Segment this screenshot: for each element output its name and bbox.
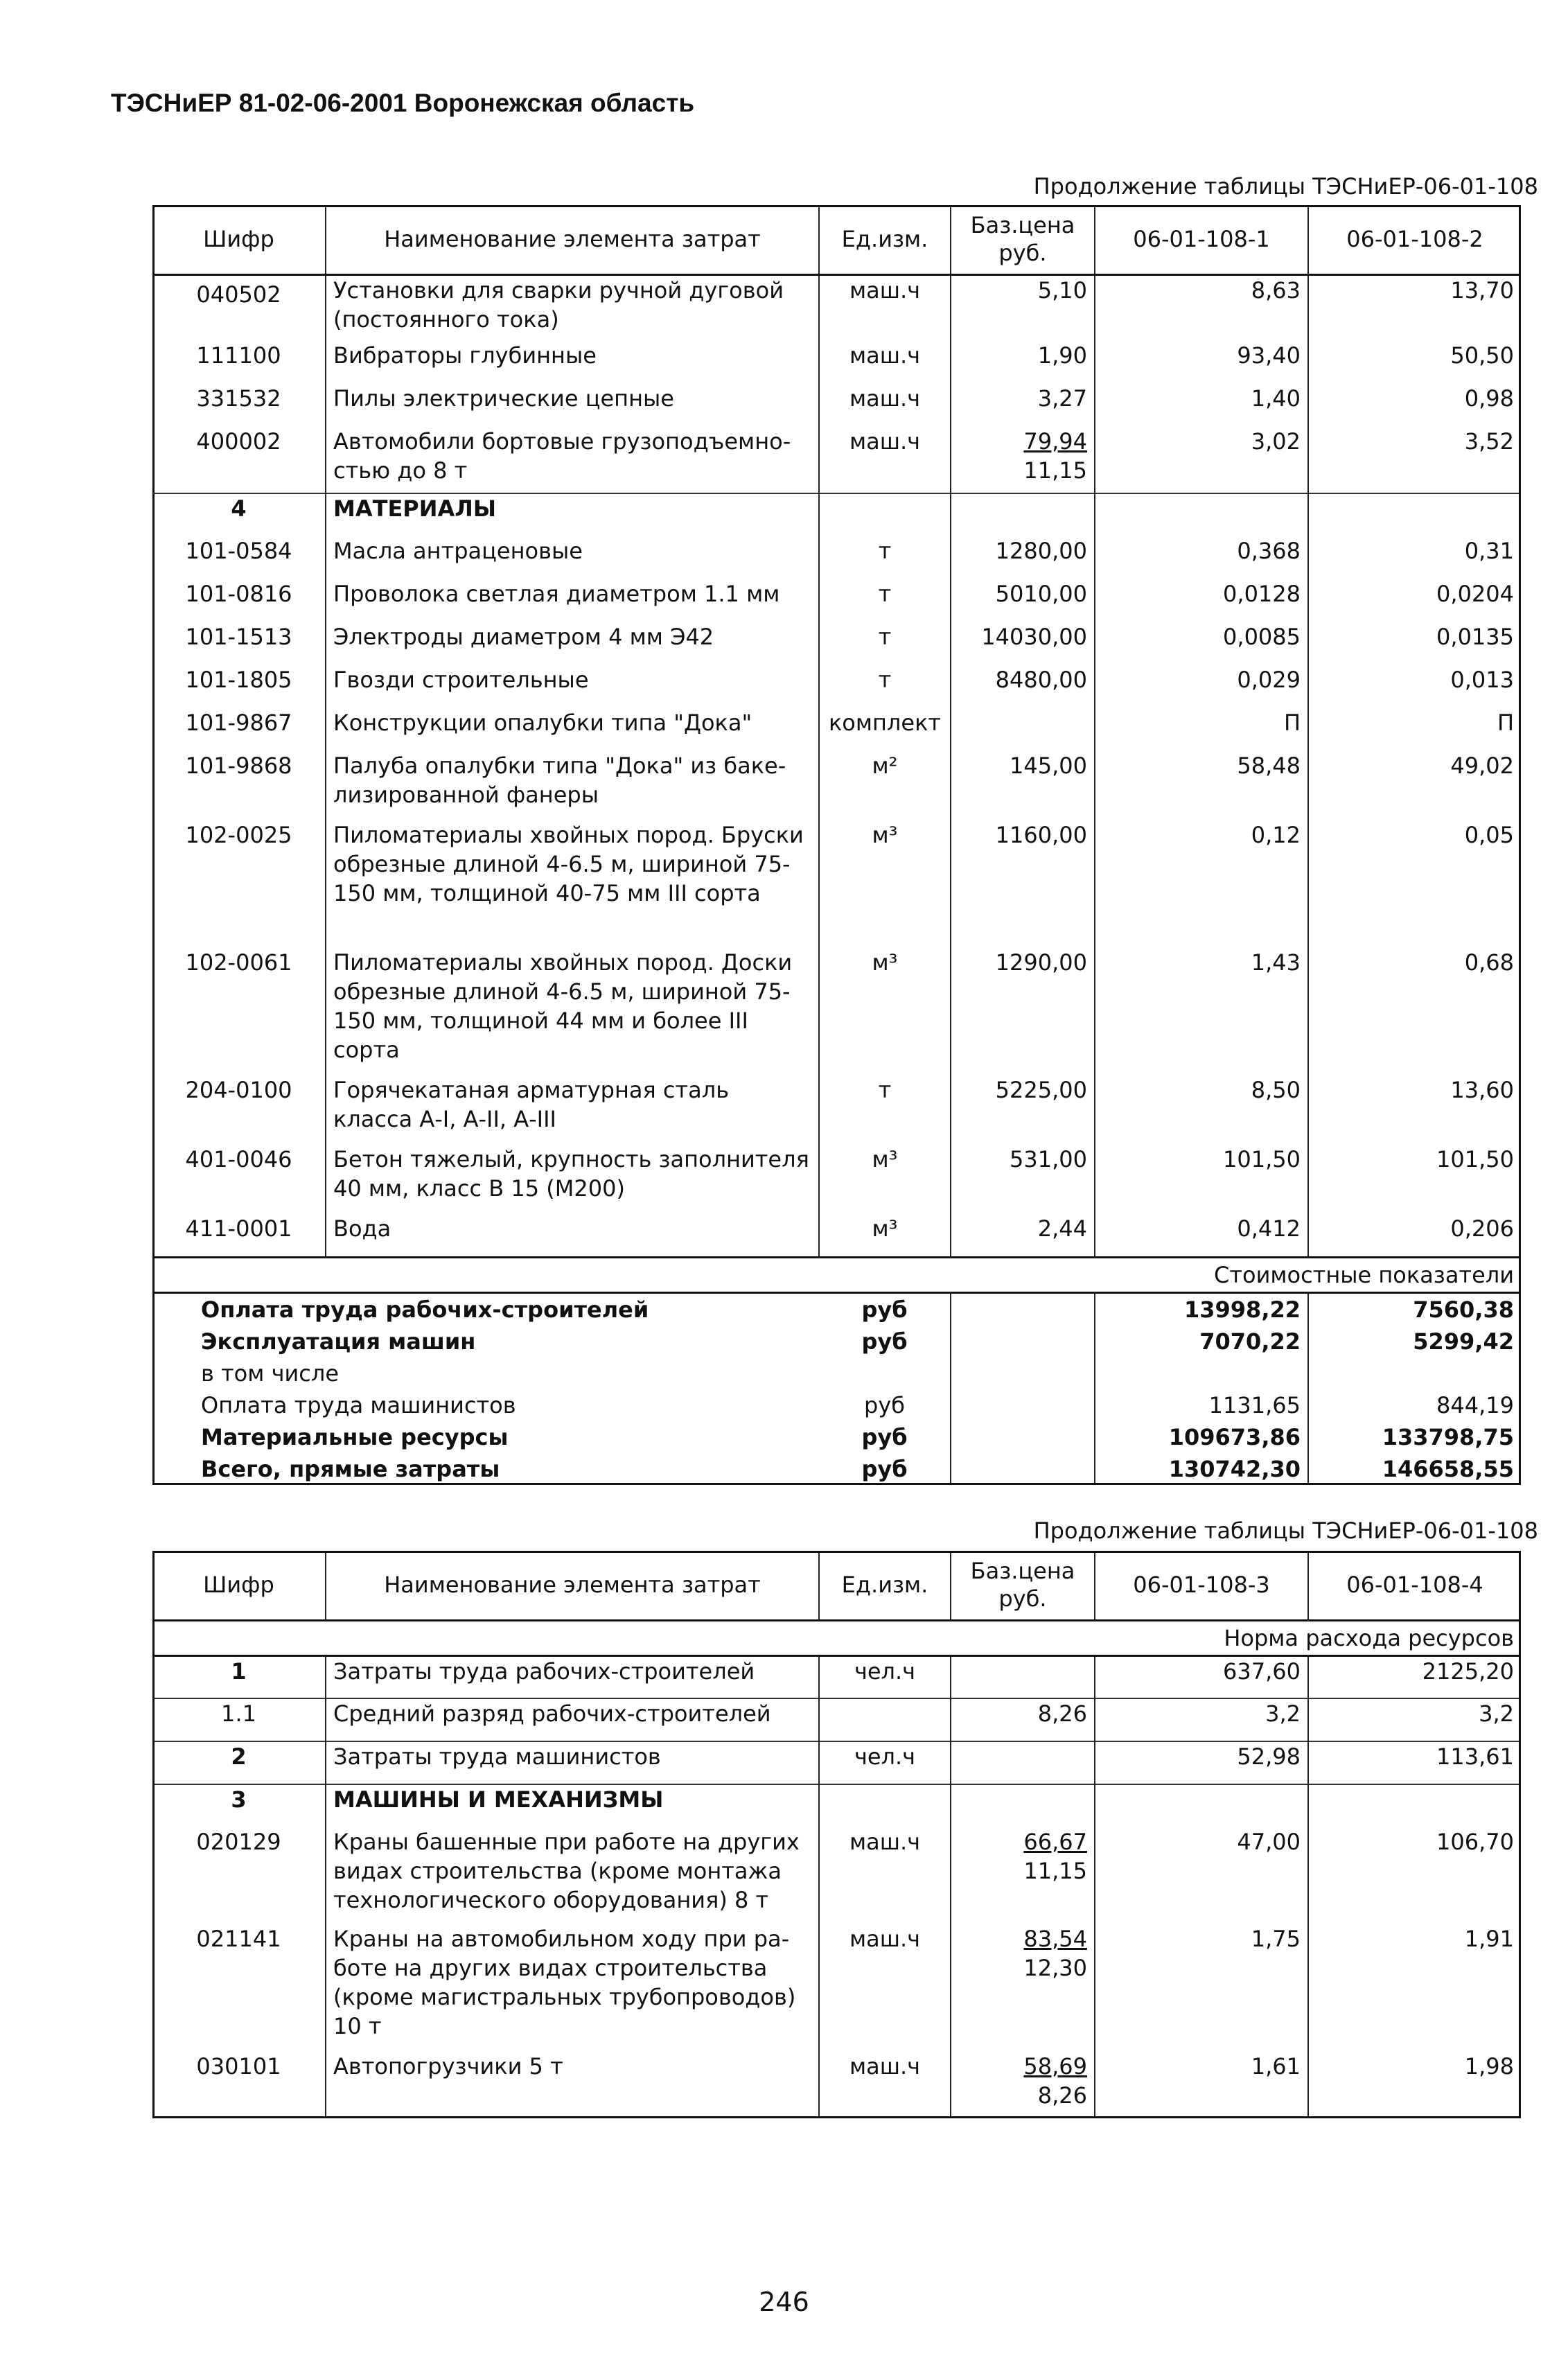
value-col2: 50,50 [1308,341,1521,384]
header-unit: Ед.изм. [819,1551,951,1620]
total-unit: руб [861,1455,908,1482]
name-cell: Вода [326,1214,819,1257]
unit-cell: т [819,536,951,579]
price-value: 58,69 [1023,2053,1087,2080]
name-cell: Пиломатериалы хвойных пород. Доски обрезные длиной 4-6.5 м, шириной 75-150 мм, толщиной 44 мм и более III сорта [326,948,819,1075]
value-col1: 1,43 [1095,948,1308,1075]
code-cell: 020129 [196,1829,281,1855]
unit-cell: чел.ч [819,1655,951,1698]
value-col1: 0,12 [1095,820,1308,948]
name-cell: Масла антраценовые [326,536,819,579]
value-col2: 0,31 [1308,536,1521,579]
total-col1 [1095,1357,1308,1389]
code-cell: 3 [152,1784,326,1827]
price-value: 79,94 [1023,428,1087,455]
value-col1: 8,63 [1095,274,1308,341]
document-title: ТЭСНиЕР 81-02-06-2001 Воронежская область [111,89,695,117]
price-cell: 5225,00 [951,1075,1095,1145]
code-cell: 102-0025 [185,822,292,848]
material-row [152,1075,1521,1145]
value-col1: 1,75 [1095,1924,1308,2052]
code-cell: 331532 [196,385,281,412]
name-cell: Средний разряд рабочих-строителей [326,1698,819,1741]
resource-table-1 [152,205,1521,1485]
code-cell: 411-0001 [185,1215,292,1242]
material-row [152,948,1521,1075]
header-col2: 06-01-108-2 [1308,205,1521,274]
total-col2: 146658,55 [1308,1453,1521,1485]
code-cell: 021141 [196,1926,281,1952]
code-cell: 101-1513 [185,624,292,650]
operator-wage-value: 11,15 [1023,457,1087,484]
value-col2 [1308,1784,1521,1827]
header-name: Наименование элемента затрат [326,1551,819,1620]
table2-header-row [152,1551,1521,1620]
code-cell: 101-0816 [185,581,292,607]
unit-cell: маш.ч [819,274,951,341]
name-cell: Затраты труда рабочих-строителей [326,1655,819,1698]
value-col2: 0,05 [1308,820,1521,948]
name-cell: МАШИНЫ И МЕХАНИЗМЫ [326,1784,819,1827]
value-col2: 113,61 [1308,1741,1521,1784]
value-col2: 13,60 [1308,1075,1521,1145]
material-row [152,751,1521,820]
name-cell: Установки для сварки ручной дуговой (постоянного тока) [326,274,819,341]
name-cell: Пиломатериалы хвойных пород. Бруски обрезные длиной 4-6.5 м, шириной 75-150 мм, толщиной 40-75 мм III сорта [326,820,819,948]
value-col1: 3,02 [1095,427,1308,493]
price-cell [951,1326,1095,1357]
price-cell [951,274,1095,341]
machine-row [152,274,1521,341]
total-unit: руб [861,1423,908,1450]
unit-cell: м³ [819,1145,951,1214]
value-col1: 1,61 [1095,2052,1308,2118]
code-cell: 040502 [196,281,281,308]
price-cell: 5010,00 [951,579,1095,622]
value-col2: П [1308,708,1521,751]
total-name: Всего, прямые затраты [201,1455,500,1482]
section-code: 4 [152,493,326,536]
operator-wage-value: 12,30 [1023,1955,1087,1981]
value-col1: 0,368 [1095,536,1308,579]
unit-cell: чел.ч [819,1741,951,1784]
value-col2: 0,0135 [1308,622,1521,665]
unit-cell: маш.ч [819,1827,951,1924]
name-cell: Бетон тяжелый, крупность заполнителя 40 мм, класс В 15 (М200) [326,1145,819,1214]
header-price: Баз.цена руб. [951,205,1095,274]
unit-cell: маш.ч [819,427,951,493]
total-unit: руб [861,1328,908,1355]
price-cell [951,384,1095,427]
price-cell [951,1453,1095,1485]
total-col1: 13998,22 [1095,1292,1308,1326]
value-col1: 8,50 [1095,1075,1308,1145]
unit-cell: м² [819,751,951,820]
value-col1: 58,48 [1095,751,1308,820]
name-cell: Краны на автомобильном ходу при ра-боте на других видах строительства (кроме магистральных трубопроводов) 10 т [326,1924,819,2052]
price-cell: 2,44 [951,1214,1095,1257]
price-cell [951,1784,1095,1827]
price-cell [951,2052,1095,2118]
value-col1: 3,2 [1095,1698,1308,1741]
total-row [152,1326,1521,1357]
price-value: 5,10 [1037,276,1087,304]
value-col2: 3,52 [1308,427,1521,493]
value-col2: 0,013 [1308,665,1521,708]
value-col1: 101,50 [1095,1145,1308,1214]
value-col1: 0,029 [1095,665,1308,708]
value-col1: 52,98 [1095,1741,1308,1784]
value-col2 [1308,493,1521,536]
total-unit: руб [864,1391,905,1418]
unit-cell: маш.ч [819,1924,951,2052]
material-row [152,536,1521,579]
price-cell [951,1421,1095,1453]
code-cell: 401-0046 [185,1146,292,1172]
code-cell: 1 [231,1658,247,1685]
resource-row [152,2052,1521,2118]
table1-header-row [152,205,1521,274]
price-cell: 145,00 [951,751,1095,820]
unit-cell: т [819,579,951,622]
name-cell: Затраты труда машинистов [326,1741,819,1784]
total-row [152,1453,1521,1485]
header-code: Шифр [152,1551,326,1620]
name-cell: Автомобили бортовые грузоподъемно-стью до 8 т [326,427,819,493]
price-value: 1,90 [1037,342,1087,369]
price-cell [951,1698,1095,1741]
resource-row [152,1741,1521,1784]
name-cell: Проволока светлая диаметром 1.1 мм [326,579,819,622]
price-cell [951,1741,1095,1784]
unit-cell: маш.ч [819,2052,951,2118]
price-cell: 1160,00 [951,820,1095,948]
value-col2: 13,70 [1308,274,1521,341]
material-row [152,1145,1521,1214]
price-cell: 1290,00 [951,948,1095,1075]
price-cell [951,1292,1095,1326]
total-col1: 1131,65 [1095,1389,1308,1421]
total-col1: 130742,30 [1095,1453,1308,1485]
total-row [152,1389,1521,1421]
price-cell [951,1357,1095,1389]
name-cell: Палуба опалубки типа "Дока" из баке-лизированной фанеры [326,751,819,820]
material-row [152,1214,1521,1257]
price-cell: 14030,00 [951,622,1095,665]
total-col2: 7560,38 [1308,1292,1521,1326]
price-cell [951,708,1095,751]
code-cell: 204-0100 [185,1077,292,1103]
material-row [152,579,1521,622]
resource-row [152,1698,1521,1741]
total-col2: 5299,42 [1308,1326,1521,1357]
cost-indicators-label: Стоимостные показатели [152,1257,1521,1292]
value-col2: 101,50 [1308,1145,1521,1214]
unit-cell [819,1698,951,1741]
norm-label: Норма расхода ресурсов [152,1620,1521,1655]
price-cell [951,1389,1095,1421]
value-col1: 93,40 [1095,341,1308,384]
price-cell: 1280,00 [951,536,1095,579]
section-title: МАТЕРИАЛЫ [326,493,819,536]
total-unit: руб [861,1296,908,1323]
value-col2: 0,206 [1308,1214,1521,1257]
unit-cell: комплект [819,708,951,751]
cost-indicators-band [152,1257,1521,1292]
total-row [152,1421,1521,1453]
price-cell [951,1655,1095,1698]
name-cell: Вибраторы глубинные [326,341,819,384]
price-cell [951,341,1095,384]
material-row [152,665,1521,708]
total-name: Эксплуатация машин [201,1328,476,1355]
value-col2: 0,0204 [1308,579,1521,622]
material-row [152,622,1521,665]
header-code: Шифр [152,205,326,274]
norm-band [152,1620,1521,1655]
header-price: Баз.цена руб. [951,1551,1095,1620]
header-name: Наименование элемента затрат [326,205,819,274]
code-cell: 101-0584 [185,538,292,564]
value-col2: 3,2 [1308,1698,1521,1741]
operator-wage-value: 11,15 [1023,1858,1087,1884]
value-col1: 0,0128 [1095,579,1308,622]
code-cell: 101-9867 [185,710,292,736]
material-row [152,820,1521,948]
name-cell: Пилы электрические цепные [326,384,819,427]
value-col1: 47,00 [1095,1827,1308,1924]
material-row [152,708,1521,751]
price-cell: 8480,00 [951,665,1095,708]
value-col2: 0,98 [1308,384,1521,427]
machine-row [152,341,1521,384]
value-col2: 1,91 [1308,1924,1521,2052]
resource-row [152,1827,1521,1924]
name-cell: Электроды диаметром 4 мм Э42 [326,622,819,665]
value-col1: 1,40 [1095,384,1308,427]
code-cell: 1.1 [152,1698,326,1741]
resource-row [152,1924,1521,2052]
price-cell: 531,00 [951,1145,1095,1214]
unit-cell: м³ [819,820,951,948]
value-col2: 0,68 [1308,948,1521,1075]
unit-cell [819,493,951,536]
code-cell: 101-1805 [185,667,292,693]
code-cell: 400002 [196,428,281,455]
total-col2 [1308,1357,1521,1389]
value-col2: 1,98 [1308,2052,1521,2118]
resource-row [152,1784,1521,1827]
name-cell: Гвозди строительные [326,665,819,708]
value-col1 [1095,493,1308,536]
total-row [152,1292,1521,1326]
value-col1: П [1095,708,1308,751]
code-cell: 111100 [196,342,281,369]
header-col2: 06-01-108-4 [1308,1551,1521,1620]
value-col1: 0,0085 [1095,622,1308,665]
price-value: 8,26 [1037,1700,1087,1727]
machine-row [152,384,1521,427]
total-col1: 109673,86 [1095,1421,1308,1453]
price-cell [951,1924,1095,2052]
total-name: в том числе [201,1360,339,1387]
unit-cell [819,1784,951,1827]
unit-cell: маш.ч [819,384,951,427]
price-cell [951,1827,1095,1924]
total-row [152,1357,1521,1389]
unit-cell: т [819,622,951,665]
machine-row [152,427,1521,493]
total-unit [819,1357,951,1389]
price-value: 83,54 [1023,1926,1087,1952]
operator-wage-value: 8,26 [1037,2082,1087,2109]
header-col1: 06-01-108-1 [1095,205,1308,274]
resource-row [152,1655,1521,1698]
price-cell [951,493,1095,536]
value-col2: 106,70 [1308,1827,1521,1924]
value-col1 [1095,1784,1308,1827]
total-col1: 7070,22 [1095,1326,1308,1357]
price-value: 66,67 [1023,1829,1087,1855]
table1-continuation-label: Продолжение таблицы ТЭСНиЕР-06-01-108 [1033,173,1538,200]
total-name: Оплата труда рабочих-строителей [201,1296,649,1323]
table2-continuation-label: Продолжение таблицы ТЭСНиЕР-06-01-108 [1033,1518,1538,1544]
value-col1: 0,412 [1095,1214,1308,1257]
resource-table-2 [152,1551,1521,2118]
materials-section-row [152,493,1521,536]
price-cell [951,427,1095,493]
name-cell: Горячекатаная арматурная сталь класса А-I, А-II, А-III [326,1075,819,1145]
value-col1: 637,60 [1095,1655,1308,1698]
header-col1: 06-01-108-3 [1095,1551,1308,1620]
unit-cell: т [819,665,951,708]
code-cell: 030101 [196,2053,281,2080]
page-number: 246 [759,2287,809,2317]
total-col2: 844,19 [1308,1389,1521,1421]
value-col2: 49,02 [1308,751,1521,820]
unit-cell: маш.ч [819,341,951,384]
code-cell: 102-0061 [185,949,292,976]
code-cell: 2 [152,1741,326,1784]
name-cell: Конструкции опалубки типа "Дока" [326,708,819,751]
total-col2: 133798,75 [1308,1421,1521,1453]
unit-cell: т [819,1075,951,1145]
name-cell: Краны башенные при работе на других видах строительства (кроме монтажа технологического оборудования) 8 т [326,1827,819,1924]
price-value: 3,27 [1037,385,1087,412]
name-cell: Автопогрузчики 5 т [326,2052,819,2118]
unit-cell: м³ [819,1214,951,1257]
total-name: Материальные ресурсы [201,1423,509,1450]
value-col2: 2125,20 [1308,1655,1521,1698]
header-unit: Ед.изм. [819,205,951,274]
total-name: Оплата труда машинистов [201,1391,516,1418]
unit-cell: м³ [819,948,951,1075]
code-cell: 101-9868 [185,753,292,779]
